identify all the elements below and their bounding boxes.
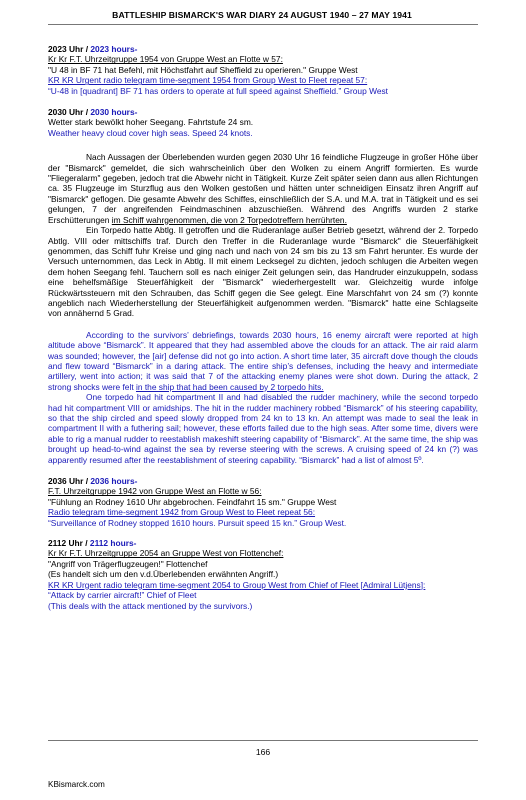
entry-2036: [48, 476, 478, 528]
entry-line-english-text: “Surveillance of Rodney stopped 1610 hours. Pursuit speed 15 kn.” Group West.: [48, 517, 347, 528]
entry-line-german-text: "Fühlung an Rodney 1610 Uhr abgebrochen. Feindfahrt 15 sm." Gruppe West: [48, 496, 337, 507]
entry-time-heading: [48, 107, 478, 117]
entry-2023: [48, 44, 478, 96]
entry-line-english-header: KR KR Urgent radio telegram time-segment 1954 from Group West to Fleet repeat 57:: [48, 75, 368, 86]
entry-time-heading: [48, 44, 478, 54]
entry-time-german: 2036 Uhr /: [48, 476, 89, 487]
footer-rule: [48, 740, 478, 741]
english-paragraph-2: One torpedo had hit compartment II and had disabled the rudder machinery, while the second torpedo had hit compartment VIII or amidships. The hit in the rudder machinery robbed “Bismarck” of his steering capability, so that the ship circled and speed slowly dropped from 24 kn to 13 kn. An attempt was made to seal the leak in compartment II with a futhering sail; however, these efforts failed due to the high seas. After some time, divers were able to rig a manual rudder to reestablish makeshift steering capability of “Bismarck”. At the same time, the ship was brought up head-to-wind against the sea by reverse steering with the screws. A cruising speed of 24 kn (?) was apparently resumed after the reestablishment of steering capability. “Bismarck” had a list of almost 5º.: [48, 392, 478, 465]
page-body: [48, 44, 478, 619]
entry-time-english: 2030 hours-: [90, 107, 138, 118]
entry-line-english-note: (This deals with the attack mentioned by the survivors.): [48, 600, 253, 611]
german-paragraph-1-text: Nach Aussagen der Überlebenden wurden gegen 2030 Uhr 16 feindliche Flugzeuge in großer Höhe über der "Bismarck" gemeldet, die sich wahrscheinlich über den Wolken zu einem Angriff formierten. Es wurde "Fliegeralarm" gegeben, jedoch trat die Abwehr nicht in Tätigkeit. Kurze Zeit später seien dann aus allen Richtungen ca. 35 Flugzeuge im Sturzflug aus den Wolken gestoßen und hätten unter schneidigen Einsatz ihren Angriff auf "Bismarck" geflogen. Die gesamte Abwehr des Schiffes, einschließlich der S.A. und M.A. trat in Tätigkeit und es sei gelungen, 7 der angreifenden Feindmaschinen abzuschießen. Während des Angriffs wurden 2 starke Erschütterungen: [48, 152, 478, 225]
entry-line-german-header: Kr Kr F.T. Uhrzeitgruppe 1954 von Gruppe West an Flotte w 57:: [48, 54, 283, 65]
german-paragraph-1-underlined: im Schiff wahrgenommen, die von 2 Torpedotreffern herrührten.: [111, 214, 347, 225]
english-paragraph-1-text: According to the survivors’ debriefings, towards 2030 hours, 16 enemy aircraft were reported at high altitude above “Bismarck”. It appeared that they had assembled above the clouds for an attack. The air raid alarm was sounded; however, the [air] defense did not go into action. A short time later, 35 aircraft dove though the clouds and flew toward “Bismarck” in a daring attack. The entire ship’s defenses, including the heavy and intermediate artillery, went into action; it was said that 7 of the attacking enemy planes were shot down. During the attack, 2 strong shocks were felt: [48, 329, 478, 392]
english-paragraph-1: [48, 330, 478, 392]
entry-time-english: 2023 hours-: [90, 44, 138, 54]
entry-line-german-header: F.T. Uhrzeitgruppe 1942 von Gruppe West an Flotte w 56:: [48, 486, 262, 497]
entry-time-english: 2036 hours-: [90, 476, 138, 487]
entry-time-english: 2112 hours-: [89, 538, 137, 549]
entry-line-english-header: KR KR Urgent radio telegram time-segment 2054 to Group West from Chief of Fleet [Admiral Lütjens]:: [48, 579, 426, 590]
entry-2030: [48, 107, 478, 138]
german-paragraph-2: Ein Torpedo hatte Abtlg. II getroffen und die Ruderanlage außer Betrieb gesetzt, während der 2. Torpedo Abtlg. VIII oder mittschiffs traf. Durch den Treffer in die Ruderanlage wurde "Bismarck" die Steuerfähigkeit genommen, das Schiff fuhr Kreise und ging nach und nach von 24 sm bis zu 13 sm Fahrt herunter. Es wurde der Versuch unternommen, das Leck in Abtlg. II mit einem Lecksegel zu dichten, jedoch schlugen die Arbeiten wegen dem hohen Seegang fehl. Tauchern soll es nach einiger Zeit gelungen sein, das Handruder einzukuppeln, sodass eine behelfsmäßige Steuerfähigkeit der "Bismarck" wiederhergestellt war. Gleichzeitig wurde infolge Rückwärtssteuern mit den Schrauben, das Schiff gegen die See gelegt. Eine Marschfahrt von 24 sm (?) konnte angeblich nach Wiederherstellung der Steuerfähigkeit aufgenommen werden. "Bismarck" hatte eine Schlagseite von annähernd 5 Grad.: [48, 225, 478, 319]
header-rule: [48, 24, 478, 25]
entry-time-heading: [48, 538, 478, 548]
entry-line-german-text: "Angriff von Trägerflugzeugen!" Flottenchef: [48, 558, 208, 569]
entry-line-english-header: Radio telegram time-segment 1942 from Group West to Fleet repeat 56:: [48, 507, 316, 518]
entry-2112: [48, 538, 478, 611]
entry-line-german-text: Wetter stark bewölkt hoher Seegang. Fahrtstufe 24 sm.: [48, 117, 254, 128]
site-name: KBismarck.com: [48, 780, 105, 789]
entry-time-heading: [48, 476, 478, 486]
page-number: 166: [255, 747, 271, 757]
entry-line-english-text: “Attack by carrier aircraft!” Chief of Fleet: [48, 590, 197, 601]
german-paragraph-1: [48, 152, 478, 225]
entry-time-german: 2030 Uhr /: [48, 107, 89, 118]
entry-line-english-text: “U-48 in [quadrant] BF 71 has orders to operate at full speed against Sheffield.” Group West: [48, 85, 389, 96]
entry-line-german-header: Kr Kr F.T. Uhrzeitgruppe 2054 an Gruppe West von Flottenchef:: [48, 548, 284, 559]
entry-line-german-text: "U 48 in BF 71 hat Befehl, mit Höchstfahrt auf Sheffield zu operieren." Gruppe West: [48, 64, 358, 75]
entry-time-german: 2023 Uhr /: [48, 44, 89, 54]
page-header-title: BATTLESHIP BISMARCK'S WAR DIARY 24 AUGUST 1940 – 27 MAY 1941: [112, 10, 412, 20]
entry-line-english-text: Weather heavy cloud cover high seas. Speed 24 knots.: [48, 127, 253, 138]
entry-line-german-note: (Es handelt sich um den v.d.Überlebenden erwähnten Angriff.): [48, 569, 279, 580]
entry-time-german: 2112 Uhr /: [48, 538, 88, 549]
english-paragraph-1-underlined: in the ship that had been caused by 2 torpedo hits.: [135, 381, 324, 392]
